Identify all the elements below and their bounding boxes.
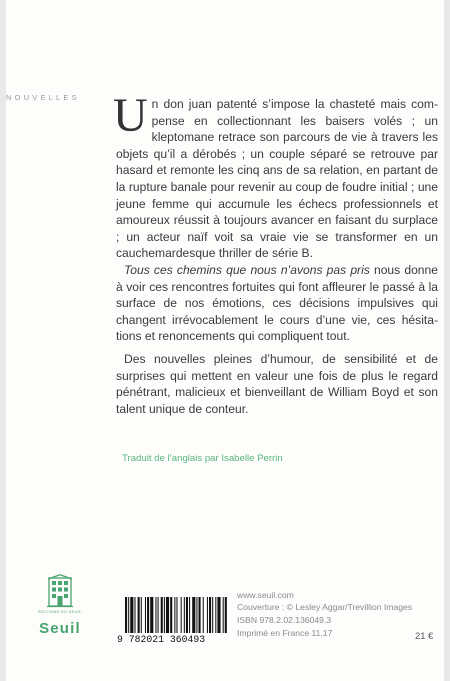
barcode-bars	[117, 597, 229, 634]
blurb-paragraph-2-text: nous donne à voir ces rencontres fortuites qui font affleurer le passé à la surface de nos émotions, ces décisions impulsives qui changent irrévocablement le cours d’une vie, ces hésitations et renoncements qui compliquent tout.	[116, 262, 438, 344]
drop-cap: U	[113, 89, 148, 142]
cover-credit: Couverture : © Lesley Aggar/Trevillion Images	[237, 602, 413, 613]
book-title: Tous ces chemins que nous n’avons pas pris	[124, 262, 370, 277]
website-link[interactable]: www.seuil.com	[237, 590, 294, 600]
isbn-barcode	[117, 597, 229, 651]
blurb	[113, 89, 438, 417]
barcode-digits: 9 782021 360493	[117, 634, 206, 645]
seuil-building-icon	[45, 574, 75, 608]
credits-block	[237, 589, 412, 639]
translator-credit: Traduit de l’anglais par Isabelle Perrin	[122, 453, 283, 464]
isbn-number: ISBN 978.2.02.136049.3	[237, 615, 332, 626]
publisher-name: Seuil	[39, 620, 81, 637]
blurb-paragraph-1	[113, 89, 438, 262]
price: 21 €	[415, 630, 434, 641]
publisher-tagline: ÉDITIONS DU SEUIL	[38, 609, 82, 614]
publisher-logo	[36, 574, 84, 637]
page-edge-right	[444, 0, 450, 681]
collection-label: NOUVELLES	[6, 93, 80, 102]
blurb-paragraph-2	[116, 262, 438, 345]
blurb-paragraph-1-text: n don juan patenté s’impose la chasteté mais compense en collectionnant les baisers volés ; un kleptomane retrace son parcours de vie à travers les objets qu’il a dérobés ; un couple séparé se retrouve par hasard et remonte les cinq ans de sa relation, en partant de la rupture banale pour revenir au coup de foudre initial ; une jeune femme qui accumule les échecs professionnels et amoureux réussit à toujours avancer en faisant du surplace ; un acteur naïf voit sa vraie vie se transformer en un cauchemardesque thriller de série B.	[116, 97, 438, 261]
blurb-paragraph-3: Des nouvelles pleines d’humour, de sensibilité et de surprises qui mettent en valeur une fois de plus le regard pénétrant, malicieux et bienveillant de William Boyd et son talent unique de conteur.	[116, 351, 438, 416]
page-edge-left	[0, 0, 6, 681]
printed-in: Imprimé en France 11.17	[237, 627, 333, 638]
